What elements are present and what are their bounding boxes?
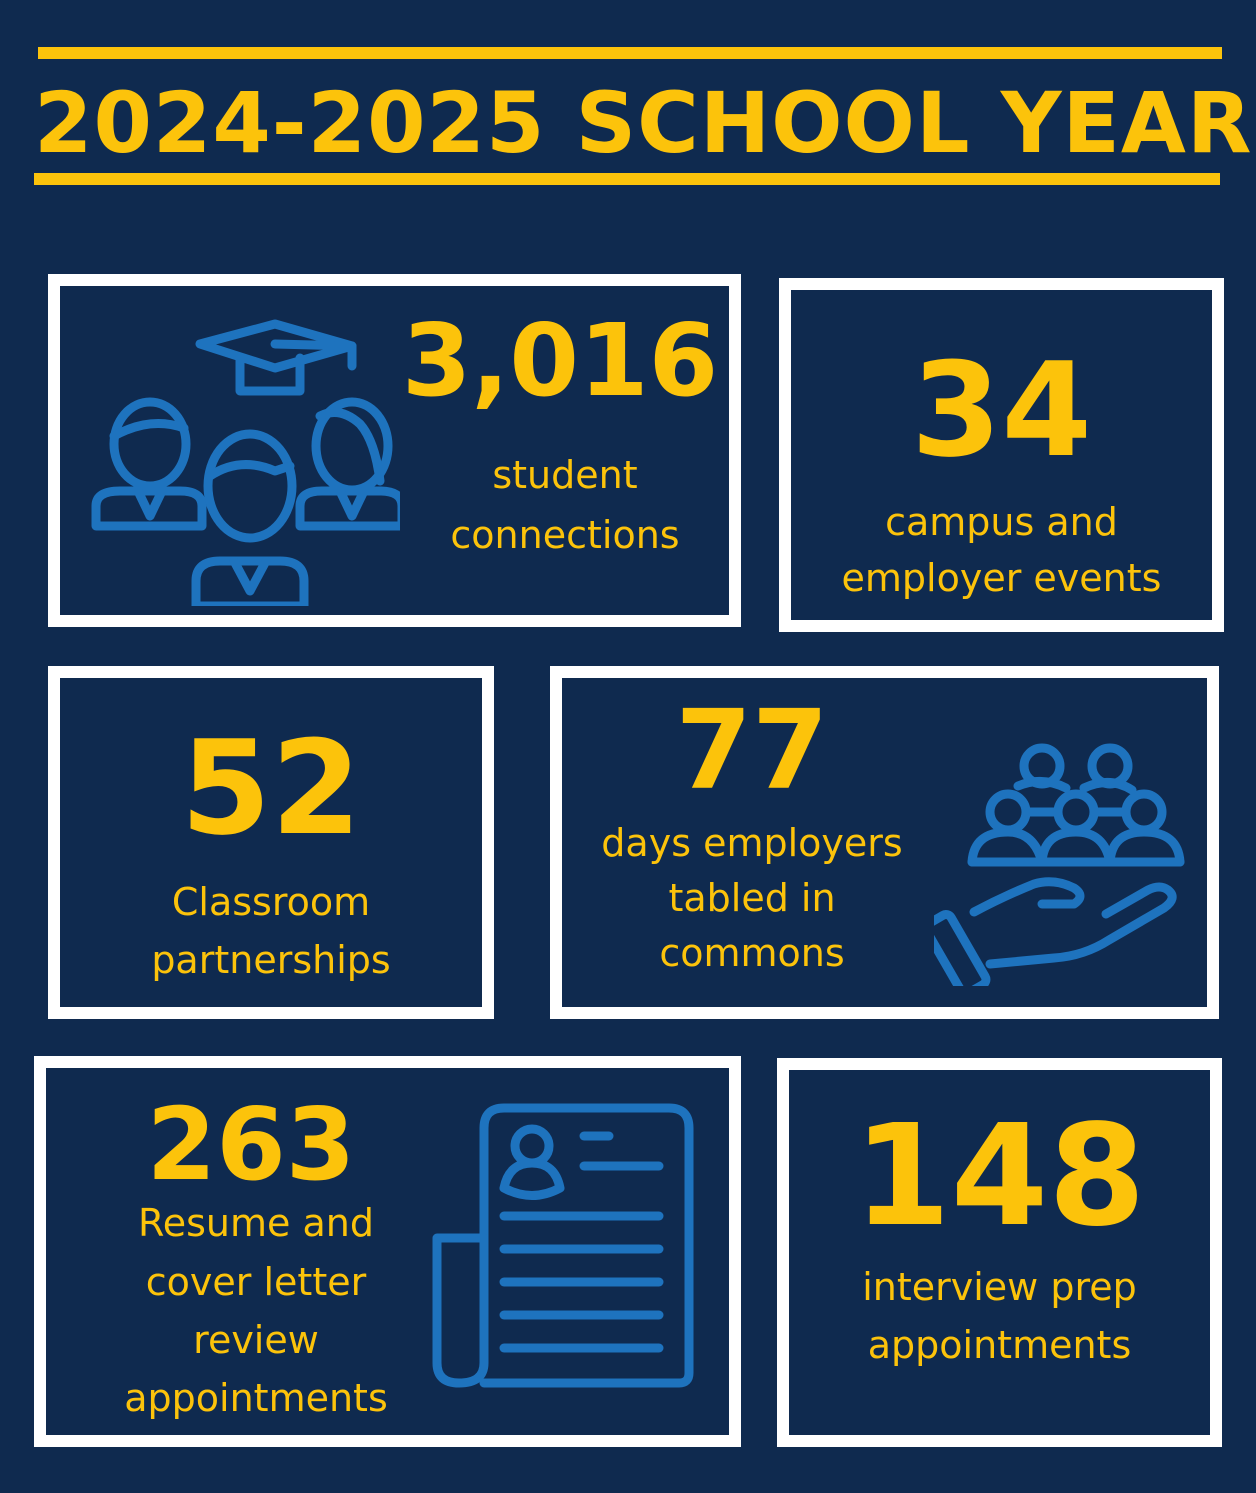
stat-value: 263: [146, 1086, 356, 1203]
stat-label-line: cover letter: [145, 1260, 367, 1304]
graduates-group-icon: [90, 306, 400, 606]
stat-card-campus-events: [779, 278, 1224, 632]
stat-value: 52: [180, 712, 362, 864]
resume-document-icon: [429, 1088, 699, 1388]
header-bottom-rule: [34, 173, 1220, 185]
stat-label-line: Resume and: [138, 1201, 374, 1245]
stat-label-line: tabled in: [668, 876, 836, 920]
stat-card-classroom-partnerships: [48, 666, 494, 1019]
stat-label-line: interview prep: [862, 1265, 1137, 1309]
stat-label-line: employer events: [841, 556, 1162, 600]
page-title: 2024-2025 SCHOOL YEAR: [34, 74, 1253, 172]
stat-card-resume-reviews: [34, 1056, 741, 1447]
stat-label-line: appointments: [867, 1323, 1132, 1367]
stat-label-line: review: [193, 1318, 319, 1362]
header-top-rule: [38, 47, 1222, 59]
stat-value: 3,016: [401, 302, 719, 419]
stat-label-line: appointments: [124, 1376, 388, 1420]
stat-label-line: commons: [659, 931, 845, 975]
stat-card-interview-prep: [777, 1058, 1222, 1447]
stat-value: 148: [853, 1095, 1146, 1258]
stat-label-line: campus and: [885, 500, 1118, 544]
stat-label-line: student: [492, 453, 638, 497]
stat-label-line: partnerships: [151, 938, 391, 982]
stat-label-line: connections: [450, 513, 680, 557]
stat-label-line: days employers: [601, 821, 903, 865]
stat-value: 34: [911, 334, 1092, 486]
stat-label-line: Classroom: [171, 880, 371, 924]
stat-value: 77: [675, 686, 829, 814]
stat-card-employer-tabling: [550, 666, 1219, 1019]
stat-card-student-connections: [48, 274, 741, 627]
hand-holding-people-icon: [934, 736, 1196, 986]
